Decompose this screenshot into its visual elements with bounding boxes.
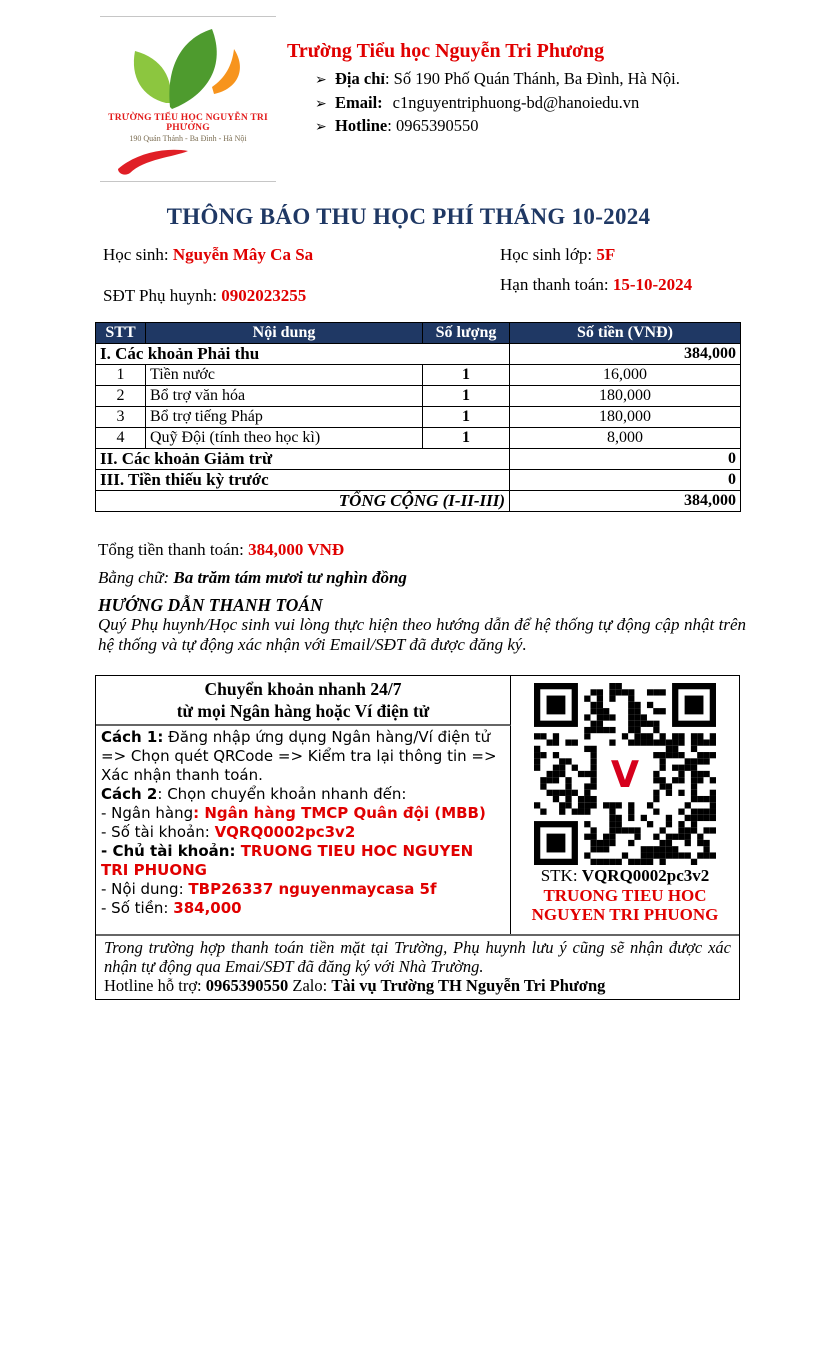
support-phone: 0965390550 [205, 976, 289, 995]
payment-guide-text: Quý Phụ huynh/Học sinh vui lòng thực hiện theo hướng dẫn để hệ thống tự động cập nhật trên hệ thống và tự động xác nhận với Email/SĐT đã được đăng ký. [98, 615, 746, 654]
total-label: TỔNG CỘNG (I-II-III) [96, 491, 510, 512]
parent-phone-label: SĐT Phụ huynh: [103, 286, 222, 305]
amount-value: 384,000 [173, 899, 242, 917]
amount-in-words-value: Ba trăm tám mươi tư nghìn đồng [173, 568, 407, 587]
arrow-bullet-icon: ➢ [315, 96, 327, 112]
item-stt: 2 [96, 386, 146, 407]
parent-phone-value: 0902023255 [221, 286, 307, 305]
content-value: TBP26337 nguyenmaycasa 5f [188, 880, 437, 898]
qr-stk-line [511, 866, 739, 886]
section-row-receivables [96, 344, 741, 365]
section-amount: 384,000 [510, 344, 741, 365]
logo-school-name: TRƯỜNG TIỂU HỌC NGUYỄN TRI PHƯƠNG [108, 113, 268, 133]
account-value: VQRQ0002pc3v2 [214, 823, 356, 841]
qr-panel [511, 676, 739, 934]
total-row [96, 491, 741, 512]
item-name: Tiền nước [146, 365, 423, 386]
total-payment-line [98, 540, 344, 560]
section-label: III. Tiền thiếu kỳ trước [96, 470, 510, 491]
hotline-row [287, 115, 767, 139]
item-stt: 3 [96, 407, 146, 428]
item-name: Bổ trợ văn hóa [146, 386, 423, 407]
fee-item-row [96, 407, 741, 428]
qr-holder-line1: TRUONG TIEU HOC [543, 886, 707, 905]
holder-label: - Chủ tài khoản: [101, 842, 241, 860]
bank-label: - Ngân hàng [101, 804, 194, 822]
page-title: THÔNG BÁO THU HỌC PHÍ THÁNG 10-2024 [166, 204, 651, 229]
logo-address: 190 Quán Thánh - Ba Đình - Hà Nội [129, 134, 247, 143]
hotline-value: : 0965390550 [387, 116, 479, 135]
account-holder-line [101, 842, 505, 880]
method1-text: Đăng nhập ứng dụng Ngân hàng/Ví điện tử => Chọn quét QRCode => Kiểm tra lại thông tin => Xác nhận thanh toán. [101, 728, 497, 784]
total-amount: 384,000 [510, 491, 741, 512]
zalo-label: Zalo: [288, 976, 332, 995]
arrow-bullet-icon: ➢ [315, 73, 327, 88]
item-amount: 8,000 [510, 428, 741, 449]
school-logo [100, 16, 276, 182]
payment-instructions [96, 726, 511, 934]
payment-header-line2: từ mọi Ngân hàng hoặc Ví điện tử [176, 701, 430, 721]
fee-table-header-row [96, 323, 741, 344]
amount-in-words-label: Bằng chữ: [98, 568, 174, 587]
qr-holder-name [511, 886, 739, 924]
fee-item-row [96, 365, 741, 386]
item-name: Bổ trợ tiếng Pháp [146, 407, 423, 428]
item-amount: 16,000 [510, 365, 741, 386]
support-label: Hotline hỗ trợ: [104, 976, 206, 995]
student-name-label: Học sinh: [103, 245, 173, 264]
col-header-qty: Số lượng [423, 323, 510, 344]
section-amount: 0 [510, 470, 741, 491]
header-school-name: Trường Tiểu học Nguyễn Tri Phương [287, 40, 605, 62]
stk-value: VQRQ0002pc3v2 [581, 866, 710, 885]
payment-guide-title: HƯỚNG DẪN THANH TOÁN [98, 595, 323, 615]
deadline-label: Hạn thanh toán: [500, 275, 613, 294]
col-header-content: Nội dung [146, 323, 423, 344]
amount-in-words-line [98, 568, 407, 588]
fee-item-row [96, 428, 741, 449]
item-amount: 180,000 [510, 386, 741, 407]
col-header-amount: Số tiền (VNĐ) [510, 323, 741, 344]
fee-item-row [96, 386, 741, 407]
payment-box-header [96, 676, 511, 726]
payment-box [95, 675, 740, 1000]
student-name-line [103, 245, 313, 265]
transfer-amount-line [101, 899, 505, 918]
arrow-bullet-icon: ➢ [315, 120, 327, 135]
item-qty: 1 [423, 428, 510, 449]
item-qty: 1 [423, 386, 510, 407]
transfer-content-line [101, 880, 505, 899]
cash-payment-note: Trong trường hợp thanh toán tiền mặt tại Trường, Phụ huynh lưu ý cũng sẽ nhận được xác nhận tự động qua Emai/SĐT đã đăng ký với Nhà Trường. [104, 938, 731, 976]
email-value: c1nguyentriphuong-bd@hanoiedu.vn [392, 92, 640, 112]
student-class-value: 5F [596, 245, 616, 264]
payment-method-2 [101, 785, 505, 804]
leaves-swoosh-graphic [108, 23, 268, 115]
method2-text: : Chọn chuyển khoản nhanh đến: [157, 785, 407, 803]
account-label: - Số tài khoản: [101, 823, 215, 841]
stk-label: STK: [540, 866, 582, 885]
address-value: : Số 190 Phố Quán Thánh, Ba Đình, Hà Nội. [384, 69, 680, 88]
support-line [104, 976, 731, 996]
fee-table [95, 322, 741, 512]
col-header-stt: STT [96, 323, 146, 344]
total-payment-label: Tổng tiền thanh toán: [98, 540, 249, 559]
item-stt: 1 [96, 365, 146, 386]
student-name-value: Nguyễn Mây Ca Sa [172, 245, 314, 264]
email-row [287, 92, 767, 116]
method1-label: Cách 1: [101, 728, 164, 746]
item-qty: 1 [423, 407, 510, 428]
section-label: I. Các khoản Phải thu [96, 344, 510, 365]
bank-line [101, 804, 505, 823]
address-row [287, 68, 767, 92]
student-class-label: Học sinh lớp: [500, 245, 597, 264]
payment-method-1 [101, 728, 505, 785]
section-row-previous-balance [96, 470, 741, 491]
holder-value: TRUONG TIEU HOC NGUYEN TRI PHUONG [101, 842, 474, 879]
item-amount: 180,000 [510, 407, 741, 428]
total-payment-value: 384,000 VNĐ [248, 540, 345, 559]
svg-text:V: V [610, 753, 640, 797]
amount-label: - Số tiền: [101, 899, 174, 917]
header-contact-block [287, 40, 767, 139]
bank-value: : Ngân hàng TMCP Quân đội (MBB) [193, 804, 486, 822]
account-number-line [101, 823, 505, 842]
qr-holder-line2: NGUYEN TRI PHUONG [531, 905, 719, 924]
section-label: II. Các khoản Giảm trừ [96, 449, 510, 470]
item-qty: 1 [423, 365, 510, 386]
method2-label: Cách 2 [101, 785, 158, 803]
section-row-deductions [96, 449, 741, 470]
hotline-label: Hotline [335, 116, 388, 135]
red-swoosh-graphic [114, 145, 200, 175]
student-class-line [500, 245, 615, 265]
parent-phone-line [103, 286, 306, 306]
deadline-value: 15-10-2024 [612, 275, 693, 294]
item-stt: 4 [96, 428, 146, 449]
section-amount: 0 [510, 449, 741, 470]
payment-header-line1: Chuyển khoản nhanh 24/7 [204, 679, 402, 699]
deadline-line [500, 275, 700, 295]
zalo-value: Tài vụ Trường TH Nguyễn Tri Phương [331, 976, 606, 995]
payment-footer [96, 934, 739, 999]
content-label: - Nội dung: [101, 880, 189, 898]
qr-code [534, 683, 716, 865]
address-label: Địa chỉ [335, 69, 385, 88]
item-name: Quỹ Đội (tính theo học kì) [146, 428, 423, 449]
email-label: Email: [335, 92, 383, 112]
